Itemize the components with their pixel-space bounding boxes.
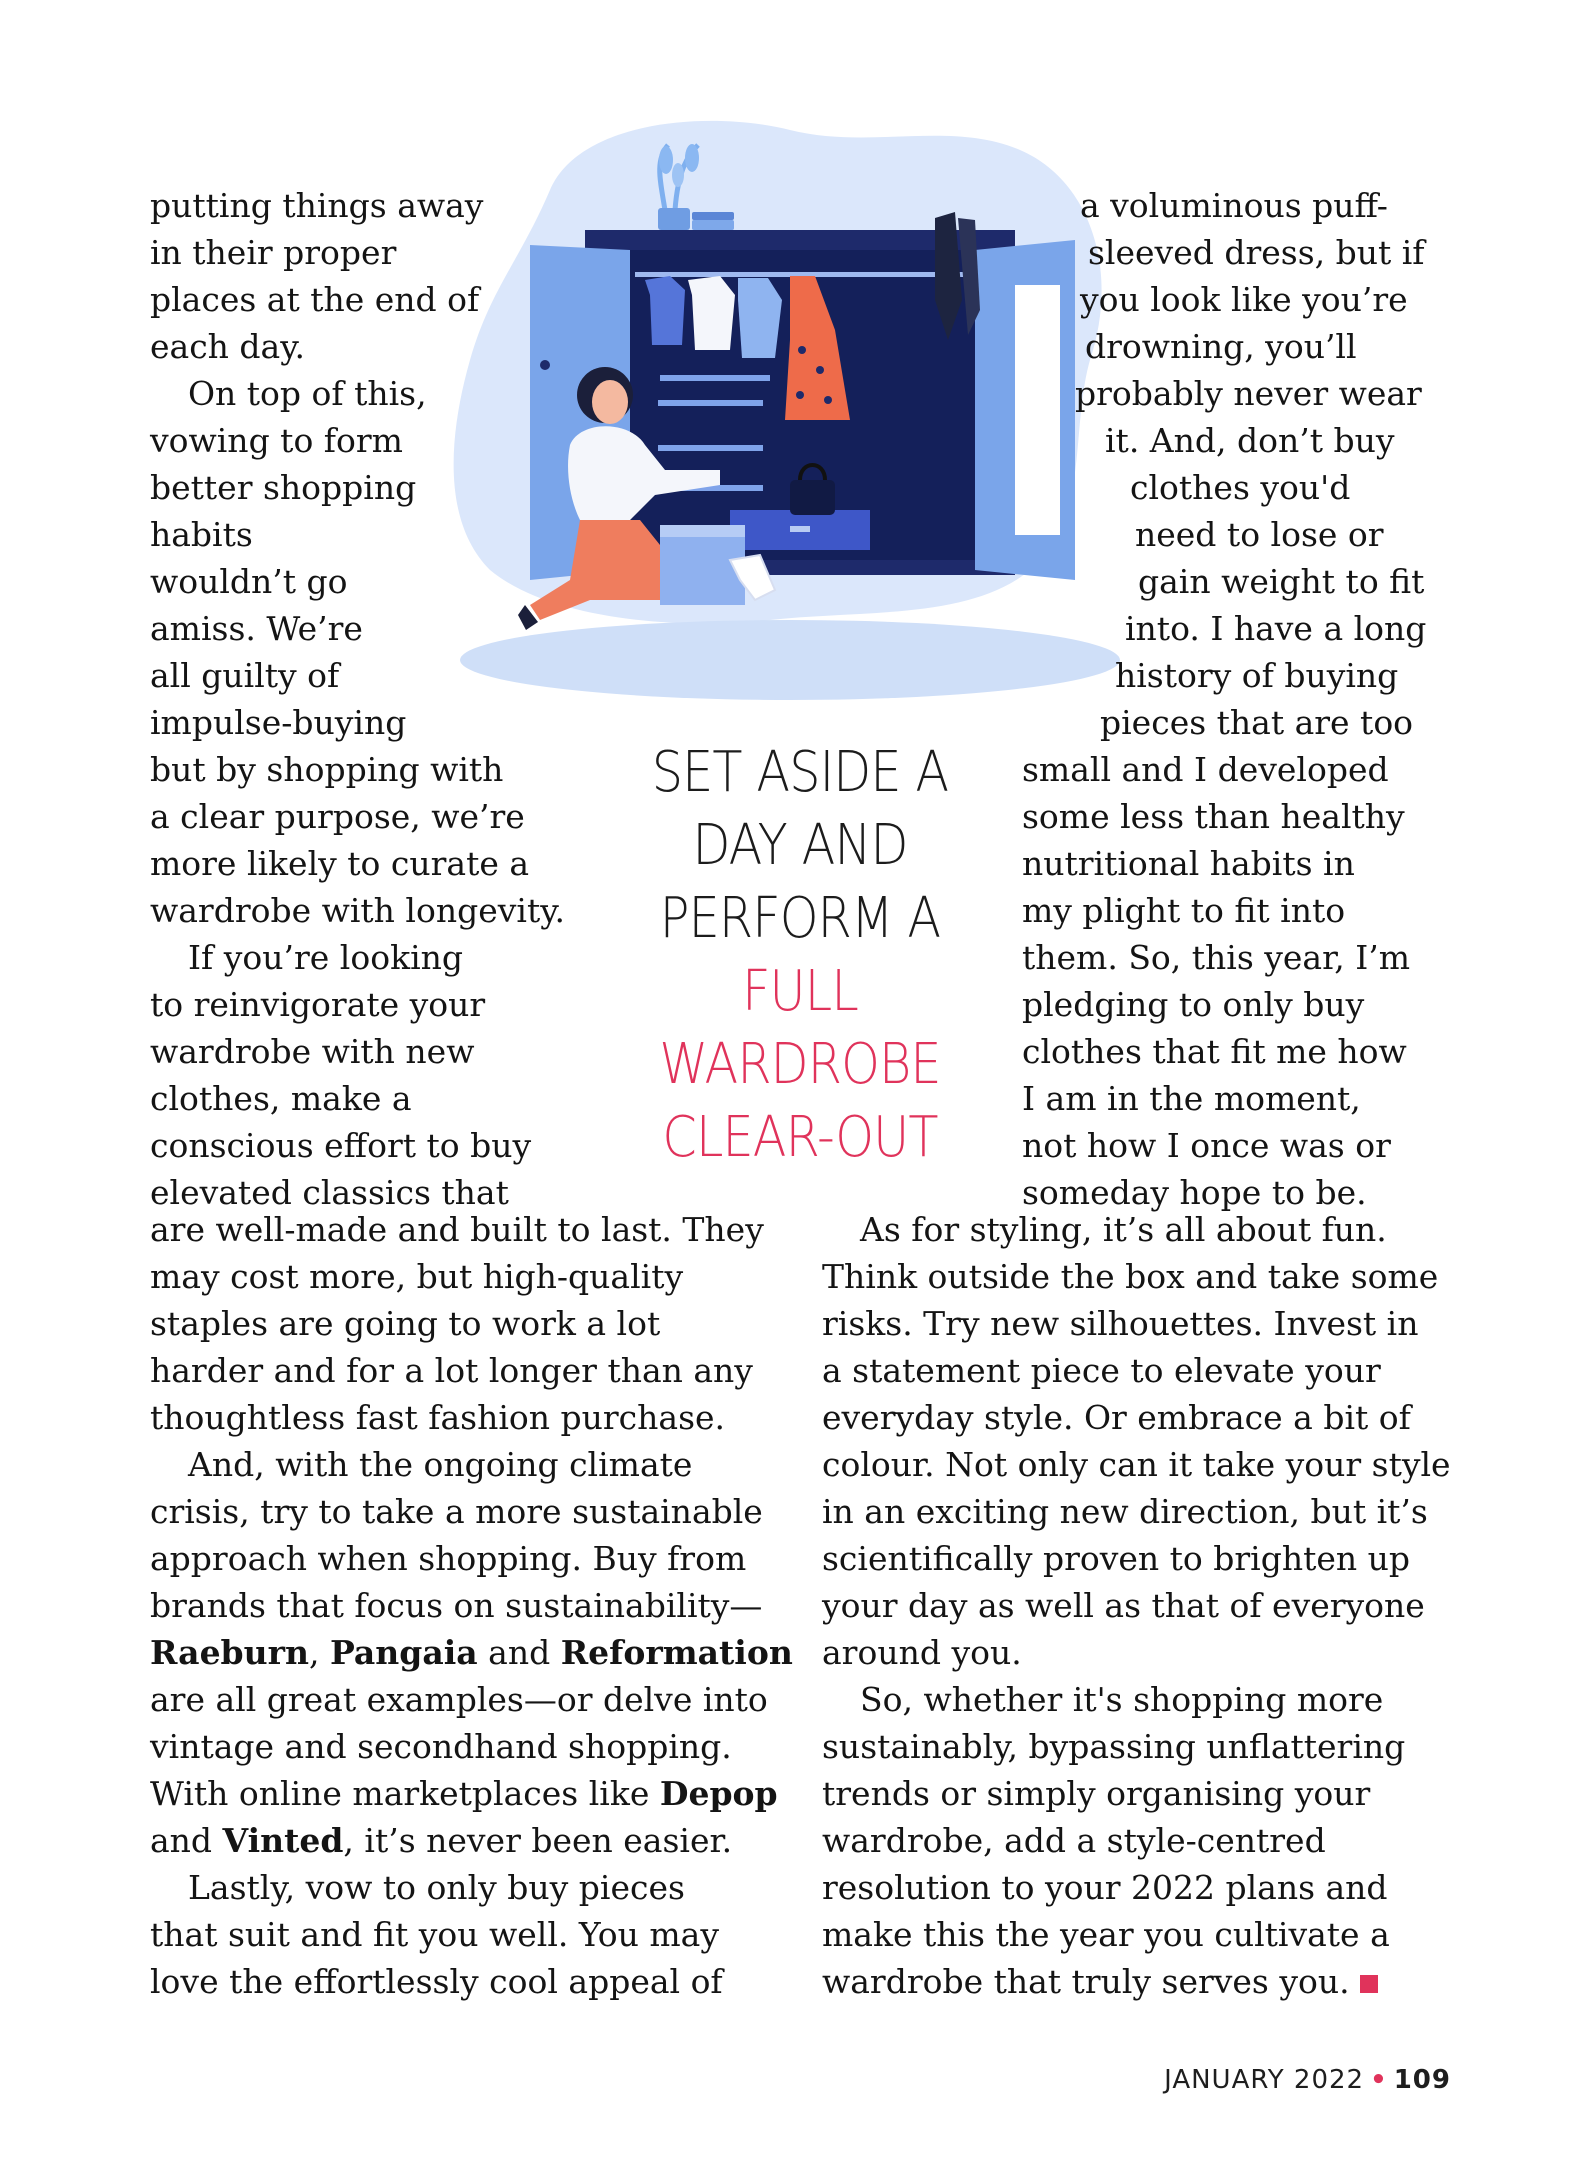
- page-footer: [1164, 2065, 1451, 2095]
- text-line: scientifically proven to brighten up: [822, 1539, 1411, 1578]
- pull-quote-line: PERFORM A: [659, 886, 941, 951]
- text-line: On top of this,: [188, 374, 427, 413]
- text-line: Raeburn, Pangaia and Reformation: [150, 1633, 793, 1672]
- text-line: vowing to form: [150, 421, 403, 460]
- text-line: more likely to curate a: [150, 844, 530, 883]
- text-line: wardrobe, add a style-centred: [822, 1821, 1326, 1860]
- text-line: love the effortlessly cool appeal of: [150, 1962, 723, 2001]
- brand-depop: Depop: [659, 1774, 778, 1813]
- text-line: impulse-buying: [150, 703, 407, 742]
- text-line: history of buying: [1115, 656, 1399, 695]
- text-line: places at the end of: [150, 280, 480, 319]
- text-line: not how I once was or: [1022, 1126, 1391, 1165]
- text-line: With online marketplaces like Depop: [150, 1774, 778, 1813]
- text-line: you look like you’re: [1080, 280, 1408, 319]
- text-line: I am in the moment,: [1022, 1079, 1361, 1118]
- brand-raeburn: Raeburn: [150, 1633, 310, 1672]
- text-line: Think outside the box and take some: [822, 1257, 1439, 1296]
- pull-quote-highlight: FULL: [742, 959, 858, 1024]
- text-line: in an exciting new direction, but it’s: [822, 1492, 1428, 1531]
- text-line: clothes you'd: [1130, 468, 1351, 507]
- text-line: clothes that fit me how: [1022, 1032, 1407, 1071]
- text-line: into. I have a long: [1125, 609, 1427, 648]
- text-line: around you.: [822, 1633, 1022, 1672]
- text-line: small and I developed: [1022, 750, 1389, 789]
- brand-reformation: Reformation: [560, 1633, 793, 1672]
- text-line: approach when shopping. Buy from: [150, 1539, 747, 1578]
- text-line: are all great examples—or delve into: [150, 1680, 768, 1719]
- text-line: are well-made and built to last. They: [150, 1210, 764, 1249]
- text-line: to reinvigorate your: [150, 985, 486, 1024]
- text-line: Lastly, vow to only buy pieces: [188, 1868, 685, 1907]
- text-line: crisis, try to take a more sustainable: [150, 1492, 763, 1531]
- brand-vinted: Vinted: [222, 1821, 344, 1860]
- text-line: sustainably, bypassing unflattering: [822, 1727, 1406, 1766]
- pull-quote-highlight: CLEAR-OUT: [662, 1105, 938, 1170]
- text-line: pledging to only buy: [1022, 985, 1365, 1024]
- text-line: As for styling, it’s all about fun.: [860, 1210, 1387, 1249]
- text-line: probably never wear: [1075, 374, 1422, 413]
- text-line: it. And, don’t buy: [1105, 421, 1395, 460]
- text-line: staples are going to work a lot: [150, 1304, 661, 1343]
- text-line: nutritional habits in: [1022, 844, 1355, 883]
- text-line: a statement piece to elevate your: [822, 1351, 1381, 1390]
- end-mark-icon: [1360, 1975, 1378, 1993]
- wardrobe-illustration: [430, 100, 1130, 720]
- text-line: someday hope to be.: [1022, 1173, 1367, 1212]
- text-line: conscious effort to buy: [150, 1126, 532, 1165]
- text-line: them. So, this year, I’m: [1022, 938, 1411, 977]
- text-line: trends or simply organising your: [822, 1774, 1371, 1813]
- text-line: harder and for a lot longer than any: [150, 1351, 753, 1390]
- text-line: clothes, make a: [150, 1079, 412, 1118]
- text-line: habits: [150, 515, 253, 554]
- pull-quote-line: SET ASIDE A: [651, 740, 949, 805]
- text-line: vintage and secondhand shopping.: [150, 1727, 732, 1766]
- text-line: resolution to your 2022 plans and: [822, 1868, 1388, 1907]
- text-line: wardrobe with new: [150, 1032, 475, 1071]
- text-line: a voluminous puff-: [1080, 186, 1388, 225]
- text-line: all guilty of: [150, 656, 340, 695]
- page-number: 109: [1393, 2065, 1451, 2095]
- text-line: colour. Not only can it take your style: [822, 1445, 1451, 1484]
- pull-quote: [600, 736, 1000, 1174]
- text-line: pieces that are too: [1100, 703, 1414, 742]
- text-line: your day as well as that of everyone: [822, 1586, 1425, 1625]
- text-line: gain weight to fit: [1138, 562, 1425, 601]
- bullet-separator: •: [1370, 2065, 1388, 2095]
- text-line: in their proper: [150, 233, 397, 272]
- text-line: my plight to fit into: [1022, 891, 1346, 930]
- text-line: risks. Try new silhouettes. Invest in: [822, 1304, 1419, 1343]
- text-line: wardrobe that truly serves you.: [822, 1958, 1378, 2005]
- text-line: drowning, you’ll: [1085, 327, 1357, 366]
- text-line: everyday style. Or embrace a bit of: [822, 1398, 1411, 1437]
- text-line: that suit and fit you well. You may: [150, 1915, 719, 1954]
- text-line: some less than healthy: [1022, 797, 1405, 836]
- text-line: make this the year you cultivate a: [822, 1915, 1390, 1954]
- text-line: better shopping: [150, 468, 417, 507]
- text-line: sleeved dress, but if: [1088, 233, 1425, 272]
- text-line: wouldn’t go: [150, 562, 348, 601]
- text-line: need to lose or: [1135, 515, 1384, 554]
- brand-pangaia: Pangaia: [330, 1633, 478, 1672]
- text-line: may cost more, but high-quality: [150, 1257, 684, 1296]
- text-line: thoughtless fast fashion purchase.: [150, 1398, 726, 1437]
- text-line: each day.: [150, 327, 305, 366]
- text-line: a clear purpose, we’re: [150, 797, 525, 836]
- text-line: And, with the ongoing climate: [188, 1445, 693, 1484]
- text-line: and Vinted, it’s never been easier.: [150, 1821, 733, 1860]
- text-line: If you’re looking: [188, 938, 464, 977]
- text-line: wardrobe with longevity.: [150, 891, 565, 930]
- text-line: amiss. We’re: [150, 609, 363, 648]
- text-line: elevated classics that: [150, 1173, 509, 1212]
- text-line: brands that focus on sustainability—: [150, 1586, 763, 1625]
- text-line: So, whether it's shopping more: [860, 1680, 1384, 1719]
- pull-quote-highlight: WARDROBE: [659, 1032, 941, 1097]
- text-line: putting things away: [150, 186, 484, 225]
- pull-quote-line: DAY AND: [692, 813, 908, 878]
- issue-date: JANUARY 2022: [1164, 2065, 1365, 2095]
- text-line: but by shopping with: [150, 750, 504, 789]
